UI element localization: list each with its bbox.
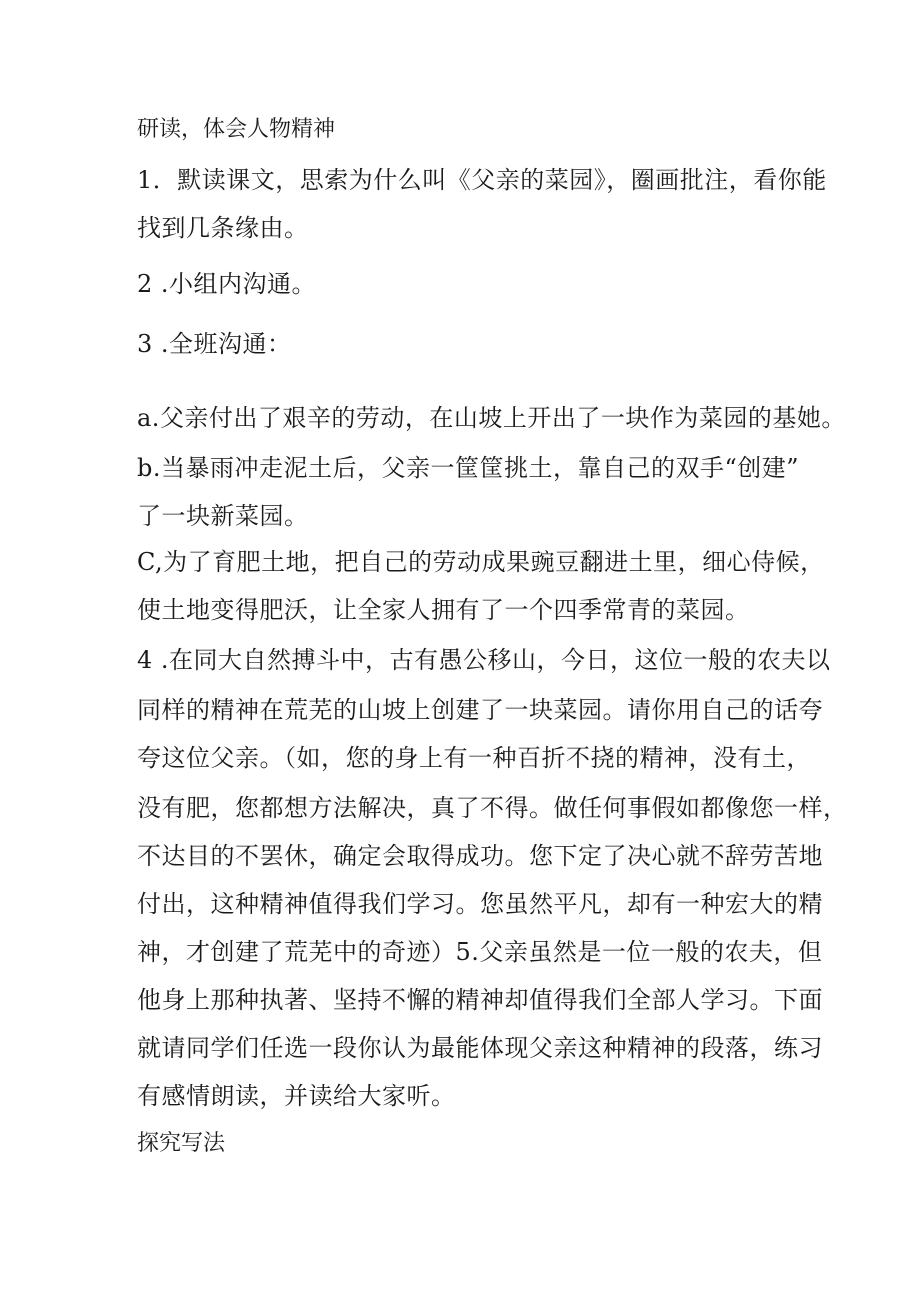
point-b-line-2: 了一块新菜园。 <box>137 502 309 530</box>
point-c-line-2: 使土地变得肥沃，让全家人拥有了一个四季常青的菜园。 <box>137 596 750 624</box>
section-heading-writing: 探究写法 <box>137 1131 226 1156</box>
item-1-line-1: 1．默读课文，思索为什么叫《父亲的菜园》，圈画批注，看你能 <box>137 166 827 194</box>
section-heading-study: 研读，体会人物精神 <box>137 117 336 142</box>
item-2-line: 2 .小组内沟通。 <box>137 270 317 298</box>
point-c-line-1: C,为了育肥土地，把自己的劳动成果豌豆翻进土里，细心侍候， <box>137 548 825 576</box>
item-4-line-6: 付出，这种精神值得我们学习。您虽然平凡，却有一种宏大的精 <box>137 890 823 918</box>
item-4-line-2: 同样的精神在荒芜的山坡上创建了一块菜园。请你用自己的话夸 <box>137 696 823 724</box>
item-4-line-4: 没有肥，您都想方法解决，真了不得。做任何事假如都像您一样， <box>137 794 848 822</box>
item-1-line-2: 找到几条缘由。 <box>137 214 309 242</box>
point-a-line: a.父亲付出了艰辛的劳动，在山坡上开出了一块作为菜园的基她。 <box>137 404 846 432</box>
item-5-line-3: 有感情朗读，并读给大家听。 <box>137 1082 456 1110</box>
item-4-line-7: 神，才创建了荒芜中的奇迹）5.父亲虽然是一位一般的农夫，但 <box>137 938 823 966</box>
item-4-line-3: 夸这位父亲。（如，您的身上有一种百折不挠的精神，没有土， <box>137 744 811 772</box>
item-3-line: 3 .全班沟通： <box>137 330 292 358</box>
item-5-line-1: 他身上那种执著、坚持不懈的精神却值得我们全部人学习。下面 <box>137 986 823 1014</box>
item-4-line-5: 不达目的不罢休，确定会取得成功。您下定了决心就不辞劳苦地 <box>137 842 823 870</box>
item-4-line-1: 4 .在同大自然搏斗中，古有愚公移山，今日，这位一般的农夫以 <box>137 646 831 674</box>
item-5-line-2: 就请同学们任选一段你认为最能体现父亲这种精神的段落，练习 <box>137 1034 823 1062</box>
point-b-line-1: b.当暴雨冲走泥土后，父亲一筐筐挑土，靠自己的双手“创建” <box>137 454 800 482</box>
